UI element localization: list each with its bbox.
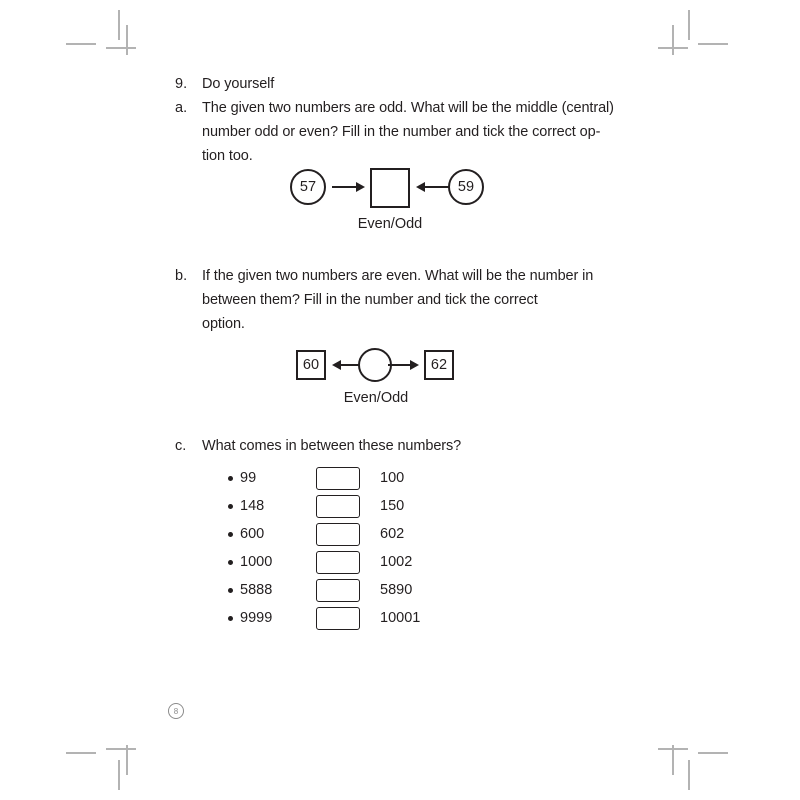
part-b-line-1: If the given two numbers are even. What will be the number in <box>202 268 594 284</box>
row-answer-box[interactable] <box>316 551 360 574</box>
part-a-even-odd-label[interactable]: Even/Odd <box>357 216 423 232</box>
list-item <box>228 522 468 550</box>
part-a-line-1: The given two numbers are odd. What will be the middle (central) <box>202 100 614 116</box>
row-number-after: 5890 <box>380 582 413 598</box>
list-item <box>228 578 468 606</box>
row-number-before: 99 <box>240 470 257 486</box>
part-a-left-arrow-line <box>332 186 358 188</box>
row-number-after: 602 <box>380 526 405 542</box>
part-a-marker: a. <box>175 100 188 116</box>
list-item <box>228 606 468 634</box>
row-number-after: 1002 <box>380 554 413 570</box>
part-b-right-arrow-head <box>410 360 419 370</box>
list-item <box>228 494 468 522</box>
bullet-icon <box>228 476 233 481</box>
part-a-line-3: tion too. <box>202 148 253 164</box>
row-number-after: 10001 <box>380 610 421 626</box>
row-number-after: 150 <box>380 498 405 514</box>
row-number-before: 1000 <box>240 554 273 570</box>
row-number-before: 600 <box>240 526 265 542</box>
part-c-line-1: What comes in between these numbers? <box>202 438 462 454</box>
part-b-diagram <box>296 348 456 382</box>
part-a-left-circle: 57 <box>290 169 326 205</box>
question-number: 9. <box>175 76 188 92</box>
row-number-before: 9999 <box>240 610 273 626</box>
part-b-marker: b. <box>175 268 188 284</box>
row-number-after: 100 <box>380 470 405 486</box>
row-number-before: 148 <box>240 498 265 514</box>
part-a-middle-answer-square[interactable] <box>370 168 410 208</box>
row-number-before: 5888 <box>240 582 273 598</box>
part-b-line-2: between them? Fill in the number and tick the correct <box>202 292 538 308</box>
part-b-right-square: 62 <box>424 350 454 380</box>
part-a-left-arrow-head <box>356 182 365 192</box>
part-b-even-odd-label[interactable]: Even/Odd <box>343 390 409 406</box>
part-a-right-arrow-line <box>424 186 450 188</box>
row-answer-box[interactable] <box>316 467 360 490</box>
part-a-line-2: number odd or even? Fill in the number and tick the correct op- <box>202 124 601 140</box>
part-b-right-arrow-line <box>388 364 412 366</box>
part-c-marker: c. <box>175 438 187 454</box>
row-answer-box[interactable] <box>316 495 360 518</box>
question-title: Do yourself <box>202 76 275 92</box>
row-answer-box[interactable] <box>316 579 360 602</box>
bullet-icon <box>228 532 233 537</box>
row-answer-box[interactable] <box>316 607 360 630</box>
part-b-line-3: option. <box>202 316 245 332</box>
list-item <box>228 550 468 578</box>
part-b-middle-answer-circle[interactable] <box>358 348 392 382</box>
page-number-folio: 8 <box>168 703 184 719</box>
bullet-icon <box>228 588 233 593</box>
part-b-left-square: 60 <box>296 350 326 380</box>
row-answer-box[interactable] <box>316 523 360 546</box>
part-a-right-circle: 59 <box>448 169 484 205</box>
list-item <box>228 466 468 494</box>
part-a-diagram <box>290 168 475 208</box>
bullet-icon <box>228 616 233 621</box>
bullet-icon <box>228 560 233 565</box>
bullet-icon <box>228 504 233 509</box>
